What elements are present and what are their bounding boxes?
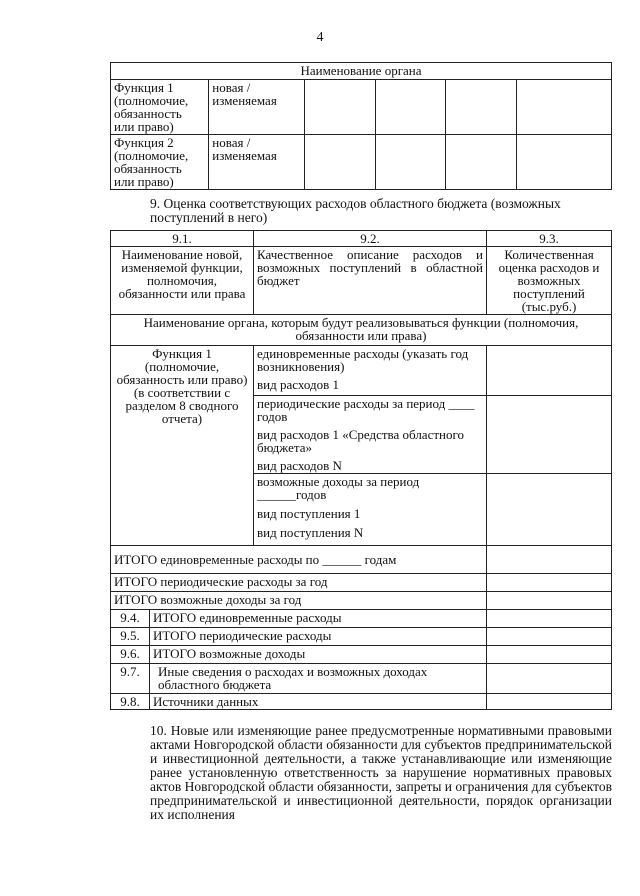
one-time-expenses: единовременные расходы (указать год возникновения) <box>257 346 469 374</box>
row-number: 9.4. <box>111 610 150 628</box>
empty-cell <box>375 135 445 190</box>
section-10-text: 10. Новые или изменяющие ранее предусмотренные нормативными правовыми актами Новгородской области обязанности для субъектов предпринимательской и инвестиционной деятельности, а также устанавливающие или изменяющие ранее установленную ответственность за нарушение нормативных правовых актов Новгородской области обязанности, запреты и ограничения для субъектов предпринимательской и инвестиционной деятельности, порядок организации их исполнения <box>150 723 612 822</box>
empty-cell <box>487 628 612 646</box>
empty-cell <box>446 80 516 135</box>
total-income: ИТОГО возможные доходы за год <box>111 592 487 610</box>
col-number-9-3: 9.3. <box>487 231 612 247</box>
empty-cell <box>516 80 611 135</box>
row-number: 9.8. <box>111 694 150 710</box>
periodic-expenses: периодические расходы за период ____ годов <box>257 396 475 424</box>
empty-cell <box>487 646 612 664</box>
row-label: ИТОГО периодические расходы <box>150 628 487 646</box>
row-label: ИТОГО возможные доходы <box>150 646 487 664</box>
function-1-cell: Функция 1 (полномочие, обязанность или право) (в соответствии с разделом 8 сводного отчета) <box>111 346 254 546</box>
income-block <box>254 474 487 546</box>
expense-type-n: вид расходов N <box>257 458 342 473</box>
expense-type-budget: вид расходов 1 «Средства областного бюджета» <box>257 427 464 455</box>
function-1-cell: Функция 1 (полномочие, обязанность или право) <box>111 80 209 135</box>
organ-functions-table <box>110 62 612 190</box>
empty-cell <box>487 474 612 546</box>
empty-cell <box>487 592 612 610</box>
possible-income: возможные доходы за период ______годов <box>257 474 420 502</box>
empty-cell <box>305 135 375 190</box>
organ-row: Наименование органа, которым будут реализовываться функции (полномочия, обязанности или права) <box>111 315 612 346</box>
col-number-9-1: 9.1. <box>111 231 254 247</box>
empty-cell <box>446 135 516 190</box>
total-one-time: ИТОГО единовременные расходы по ______ годам <box>111 546 487 574</box>
inflow-type-n: вид поступления N <box>257 525 364 540</box>
function-1-status: новая / изменяемая <box>209 80 305 135</box>
page-number: 4 <box>316 30 324 45</box>
section-9-title: 9. Оценка соответствующих расходов областного бюджета (возможных поступлений в него) <box>150 196 561 225</box>
one-time-expenses-block <box>254 346 487 396</box>
col-header-name: Наименование новой, изменяемой функции, полномочия, обязанности или права <box>111 247 254 315</box>
function-2-status: новая / изменяемая <box>209 135 305 190</box>
empty-cell <box>487 664 612 694</box>
col-header-description: Качественное описание расходов и возможных поступлений в областной бюджет <box>254 247 487 315</box>
budget-assessment-table <box>110 230 612 710</box>
row-number: 9.6. <box>111 646 150 664</box>
empty-cell <box>487 546 612 574</box>
row-number: 9.7. <box>111 664 150 694</box>
organ-header: Наименование органа <box>111 63 612 80</box>
inflow-type-1: вид поступления 1 <box>257 506 361 521</box>
empty-cell <box>305 80 375 135</box>
empty-cell <box>487 610 612 628</box>
row-label: Источники данных <box>150 694 487 710</box>
empty-cell <box>487 694 612 710</box>
empty-cell <box>375 80 445 135</box>
expense-type-1: вид расходов 1 <box>257 377 339 392</box>
col-number-9-2: 9.2. <box>254 231 487 247</box>
empty-cell <box>487 574 612 592</box>
empty-cell <box>487 396 612 474</box>
total-periodic: ИТОГО периодические расходы за год <box>111 574 487 592</box>
row-number: 9.5. <box>111 628 150 646</box>
empty-cell <box>487 346 612 396</box>
periodic-expenses-block <box>254 396 487 474</box>
col-header-quantity: Количественная оценка расходов и возможных поступлений (тыс.руб.) <box>487 247 612 315</box>
function-2-cell: Функция 2 (полномочие, обязанность или право) <box>111 135 209 190</box>
row-label: Иные сведения о расходах и возможных доходах областного бюджета <box>150 664 487 694</box>
row-label: ИТОГО единовременные расходы <box>150 610 487 628</box>
empty-cell <box>516 135 611 190</box>
